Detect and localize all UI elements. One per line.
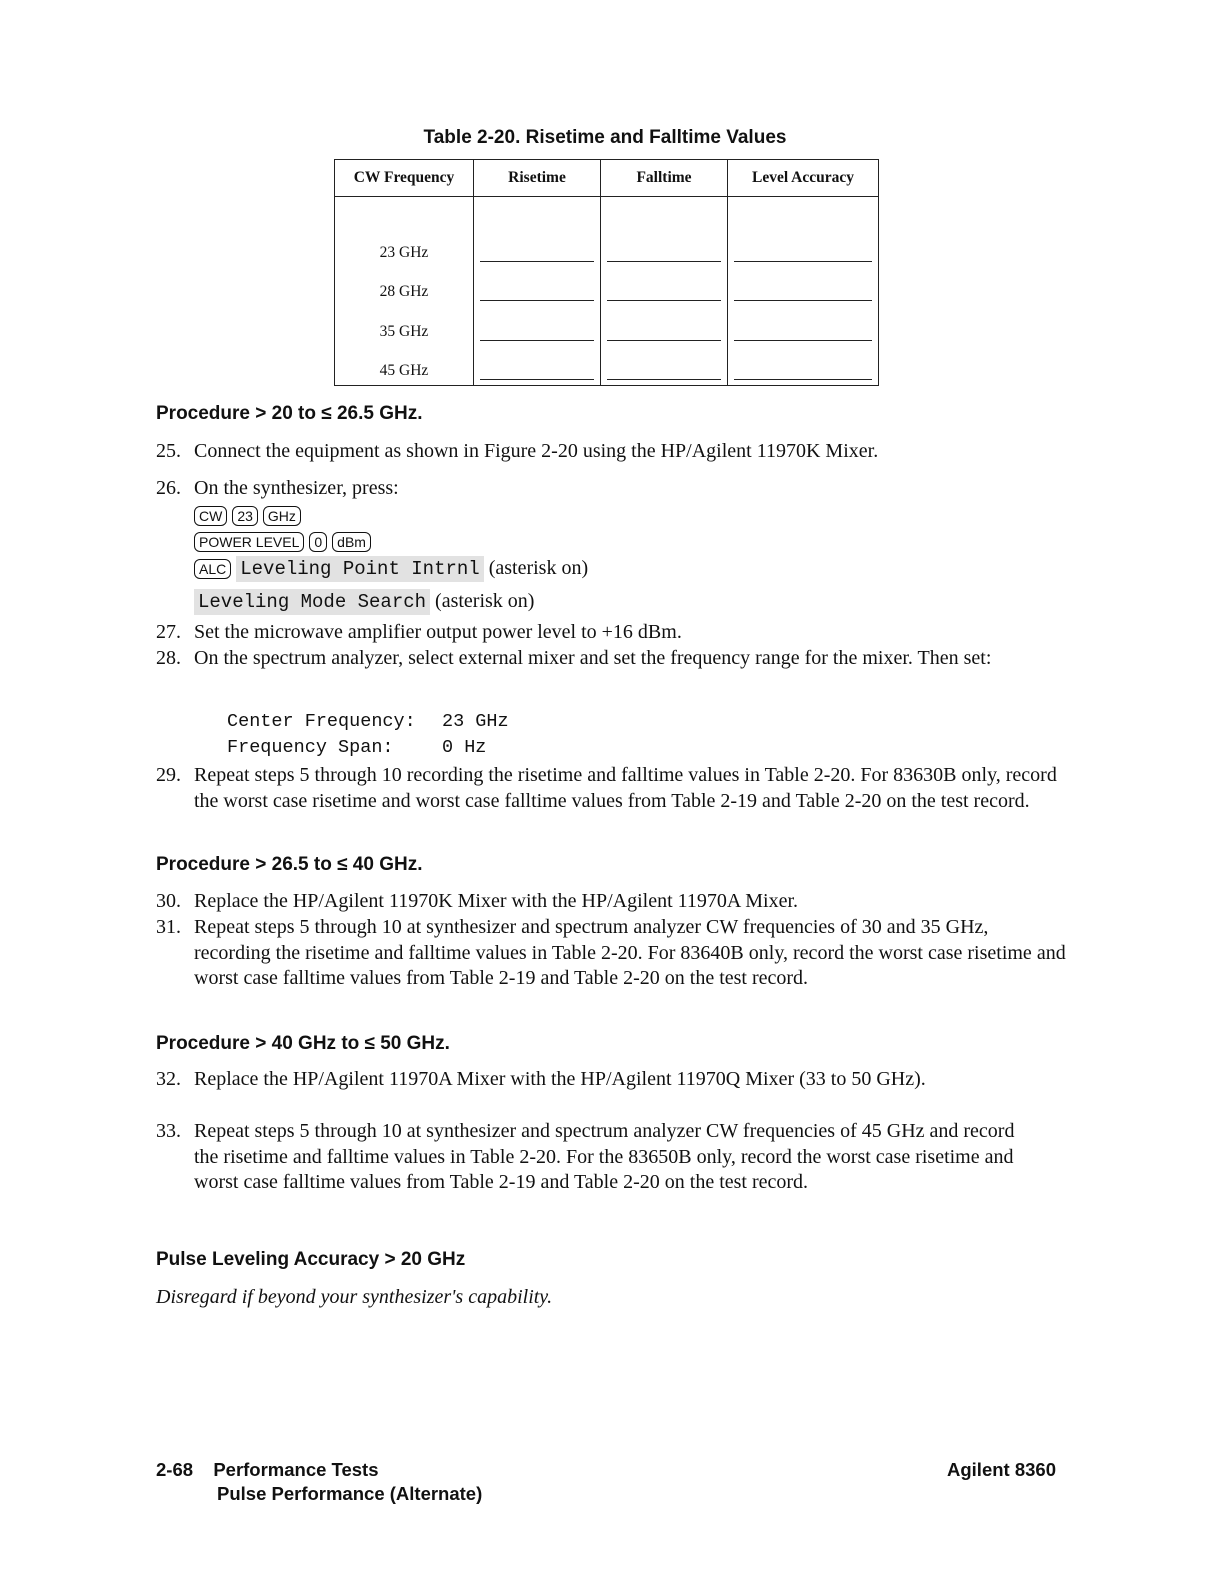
step-27 [156, 620, 1066, 646]
step-28 [156, 646, 1066, 672]
step-29 [156, 763, 1066, 814]
step-number: 31. [156, 916, 181, 938]
frequency-span-setting [227, 737, 486, 758]
blank-entry-line [734, 378, 872, 380]
table-caption: Table 2-20. Risetime and Falltime Values [423, 127, 787, 148]
setting-label: Center Frequency: [227, 711, 416, 732]
footer-product: Agilent 8360 [947, 1459, 1056, 1480]
step-33 [156, 1119, 1066, 1196]
blank-entry-line [734, 260, 872, 262]
asterisk-on-note: (asterisk on) [435, 590, 535, 612]
step-text: On the synthesizer, press: [194, 477, 399, 499]
blank-entry-line [480, 378, 594, 380]
procedure-heading-20-to-26: Procedure > 20 to ≤ 26.5 GHz. [156, 403, 423, 424]
footer-subsection: Pulse Performance (Alternate) [217, 1483, 483, 1504]
setting-value: 0 Hz [442, 737, 487, 758]
blank-entry-line [480, 299, 594, 301]
step-text: On the spectrum analyzer, select external mixer and set the frequency range for the mixer. Then set: [194, 647, 992, 669]
step-number: 30. [156, 890, 181, 912]
pulse-leveling-accuracy-heading: Pulse Leveling Accuracy > 20 GHz [156, 1249, 466, 1270]
blank-entry-line [480, 260, 594, 262]
digit-23-key[interactable]: 23 [232, 506, 258, 526]
key-sequence-cw [194, 504, 306, 527]
step-number: 29. [156, 764, 181, 786]
step-text: Repeat steps 5 through 10 recording the risetime and falltime values in Table 2-20. For 83630B only, record the worst case risetime and worst case falltime values from Table 2-19 and Table 2-20 on the test record. [194, 764, 1057, 812]
capability-note: Disregard if beyond your synthesizer's capability. [156, 1286, 553, 1308]
header-falltime: Falltime [601, 160, 728, 197]
center-frequency-setting [227, 711, 509, 732]
footer-left [156, 1459, 379, 1481]
blank-entry-line [607, 260, 721, 262]
leveling-mode-search-softkey[interactable]: Leveling Mode Search [194, 589, 430, 615]
header-risetime: Risetime [474, 160, 601, 197]
step-number: 28. [156, 647, 181, 669]
key-sequence-leveling-mode [194, 589, 534, 615]
procedure-heading-40-to-50: Procedure > 40 GHz to ≤ 50 GHz. [156, 1033, 450, 1054]
table-row [335, 346, 879, 386]
step-number: 32. [156, 1068, 181, 1090]
asterisk-on-note: (asterisk on) [488, 557, 589, 579]
table-row [335, 267, 879, 307]
page-number: 2-68 [156, 1459, 194, 1480]
step-text: Replace the HP/Agilent 11970A Mixer with the HP/Agilent 11970Q Mixer (33 to 50 GHz). [194, 1068, 926, 1090]
row-frequency: 35 GHz [335, 306, 474, 346]
step-31 [156, 915, 1066, 992]
blank-entry-line [607, 378, 721, 380]
step-26 [156, 476, 1066, 502]
table-row [335, 306, 879, 346]
blank-entry-line [734, 339, 872, 341]
row-frequency: 28 GHz [335, 267, 474, 307]
digit-0-key[interactable]: 0 [309, 532, 327, 552]
step-number: 26. [156, 477, 181, 499]
step-number: 25. [156, 440, 181, 462]
step-number: 33. [156, 1120, 181, 1142]
blank-entry-line [607, 299, 721, 301]
header-cw-frequency: CW Frequency [335, 160, 474, 197]
setting-value: 23 GHz [442, 711, 509, 732]
leveling-point-intrnl-softkey[interactable]: Leveling Point Intrnl [236, 556, 483, 582]
table-row [335, 227, 879, 267]
ghz-key[interactable]: GHz [263, 506, 301, 526]
table-header-row [335, 160, 879, 197]
footer-section: Performance Tests [213, 1459, 379, 1480]
step-text: Connect the equipment as shown in Figure 2-20 using the HP/Agilent 11970K Mixer. [194, 440, 879, 462]
dbm-key[interactable]: dBm [332, 532, 371, 552]
step-25 [156, 439, 1066, 465]
power-level-key[interactable]: POWER LEVEL [194, 532, 304, 552]
step-text: Repeat steps 5 through 10 at synthesizer and spectrum analyzer CW frequencies of 30 and 35 GHz, recording the risetime and falltime values in Table 2-20. For 83640B only, record the worst case risetime and worst case falltime values from Table 2-19 and Table 2-20 on the test record. [194, 916, 1066, 989]
step-32 [156, 1067, 1066, 1093]
alc-key[interactable]: ALC [194, 559, 231, 579]
row-frequency: 45 GHz [335, 346, 474, 386]
setting-label: Frequency Span: [227, 737, 394, 758]
step-text: Replace the HP/Agilent 11970K Mixer with the HP/Agilent 11970A Mixer. [194, 890, 799, 912]
step-text: Set the microwave amplifier output power level to +16 dBm. [194, 621, 682, 643]
step-30 [156, 889, 1066, 915]
key-sequence-alc [194, 556, 588, 582]
header-level-accuracy: Level Accuracy [728, 160, 879, 197]
blank-entry-line [607, 339, 721, 341]
blank-entry-line [480, 339, 594, 341]
step-number: 27. [156, 621, 181, 643]
row-frequency: 23 GHz [335, 227, 474, 267]
blank-entry-line [734, 299, 872, 301]
procedure-heading-26-to-40: Procedure > 26.5 to ≤ 40 GHz. [156, 854, 423, 875]
cw-key[interactable]: CW [194, 506, 227, 526]
risetime-falltime-table [334, 159, 879, 386]
key-sequence-power [194, 530, 376, 553]
step-text: Repeat steps 5 through 10 at synthesizer and spectrum analyzer CW frequencies of 45 GHz and record the risetime and falltime values in Table 2-20. For the 83650B only, record the worst case risetime and worst case falltime values from Table 2-19 and Table 2-20 on the test record. [194, 1120, 1015, 1193]
